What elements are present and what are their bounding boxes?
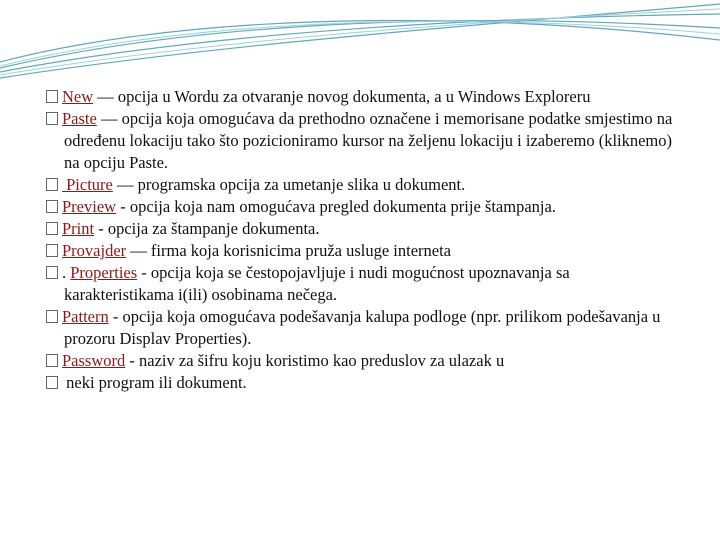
term-link-picture[interactable]: Picture (62, 175, 113, 194)
checkbox-bullet-icon (46, 90, 58, 103)
glossary-entry-password (46, 350, 676, 372)
definition-text: - opcija koja omogućava podešavanja kalupa podloge (npr. prilikom podešavanja u prozoru Displav Properties). (64, 307, 661, 348)
checkbox-bullet-icon (46, 376, 58, 389)
glossary-entry-print (46, 218, 676, 240)
glossary-entry-preview (46, 196, 676, 218)
term-link-password[interactable]: Password (62, 351, 126, 370)
term-link-pattern[interactable]: Pattern (62, 307, 109, 326)
glossary-entry-properties (46, 262, 676, 306)
definition-text: - opcija koja se čestopojavljuje i nudi mogućnost upoznavanja sa karakteristikama i(ili) osobinama nečega. (64, 263, 570, 304)
checkbox-bullet-icon (46, 222, 58, 235)
glossary-entry-provajder (46, 240, 676, 262)
definition-text: — opcija koja omogućava da prethodno označene i memorisane podatke smjestimo na određenu lokaciju tako što pozicioniramo kursor na željenu lokaciju i izaberemo (kliknemo) na opciju Paste. (64, 109, 673, 172)
definition-text: neki program ili dokument. (62, 373, 247, 392)
checkbox-bullet-icon (46, 244, 58, 257)
glossary-entry-pattern (46, 306, 676, 350)
term-link-new[interactable]: New (62, 87, 94, 106)
definition-text: - opcija koja nam omogućava pregled dokumenta prije štampanja. (116, 197, 556, 216)
checkbox-bullet-icon (46, 266, 58, 279)
glossary-entry-new (46, 86, 676, 108)
checkbox-bullet-icon (46, 112, 58, 125)
term-link-preview[interactable]: Preview (62, 197, 117, 216)
term-link-paste[interactable]: Paste (62, 109, 97, 128)
definition-text: — opcija u Wordu za otvaranje novog dokumenta, a u Windows Exploreru (93, 87, 591, 106)
definition-text: - opcija za štampanje dokumenta. (94, 219, 320, 238)
term-link-print[interactable]: Print (62, 219, 95, 238)
decorative-header-waves (0, 0, 720, 90)
term-link-properties[interactable]: Properties (70, 263, 138, 282)
term-prefix: . (62, 263, 71, 282)
definition-text: - naziv za šifru koju koristimo kao preduslov za ulazak u (125, 351, 505, 370)
glossary-list (46, 86, 676, 394)
checkbox-bullet-icon (46, 354, 58, 367)
glossary-entry-picture (46, 174, 676, 196)
definition-text: — programska opcija za umetanje slika u dokument. (112, 175, 466, 194)
checkbox-bullet-icon (46, 200, 58, 213)
definition-text: — firma koja korisnicima pruža usluge interneta (126, 241, 452, 260)
term-link-provajder[interactable]: Provajder (62, 241, 127, 260)
checkbox-bullet-icon (46, 310, 58, 323)
checkbox-bullet-icon (46, 178, 58, 191)
glossary-entry-paste (46, 108, 676, 174)
glossary-entry-continuation (46, 372, 676, 394)
